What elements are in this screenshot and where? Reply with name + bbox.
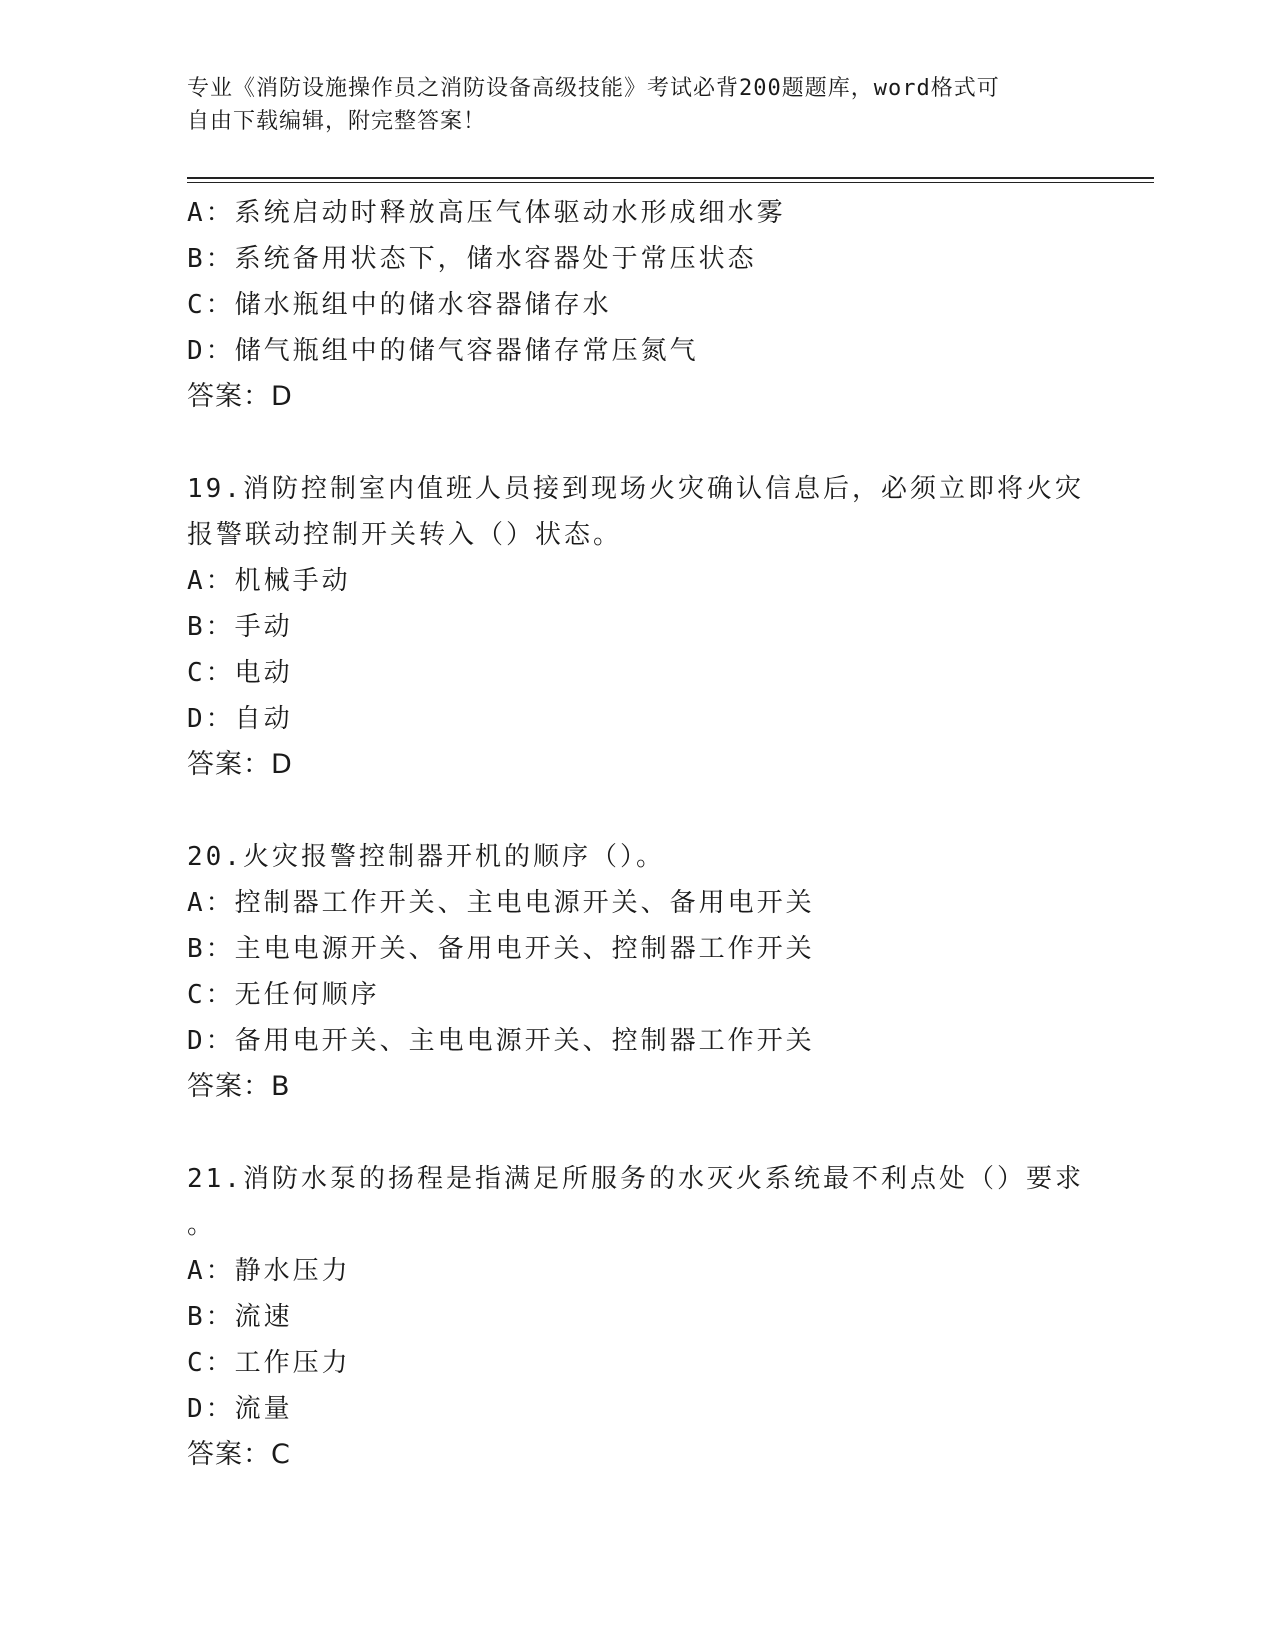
option-d: D：备用电开关、主电电源开关、控制器工作开关 [187, 1026, 815, 1056]
header-divider [187, 177, 1154, 183]
option-d: D：储气瓶组中的储气容器储存常压氮气 [187, 336, 699, 366]
option-c: C：电动 [187, 658, 293, 688]
answer: 答案：D [187, 749, 293, 780]
option-b: B：流速 [187, 1302, 293, 1332]
question-19 [187, 466, 1087, 788]
question-21 [187, 1156, 1087, 1478]
header-line-2: 自由下载编辑，附完整答案！ [187, 109, 487, 134]
option-c: C：无任何顺序 [187, 980, 380, 1010]
header-line-1: 专业《消防设施操作员之消防设备高级技能》考试必背200题题库，word格式可 [187, 76, 1000, 101]
question-20 [187, 834, 1087, 1110]
page-header [187, 72, 1067, 138]
question-text-line-2: 报警联动控制开关转入（）状态。 [187, 520, 623, 550]
spacer [187, 1110, 1087, 1156]
option-a: A：控制器工作开关、主电电源开关、备用电开关 [187, 888, 815, 918]
option-a: A：系统启动时释放高压气体驱动水形成细水雾 [187, 198, 786, 228]
option-d: D：自动 [187, 704, 293, 734]
answer: 答案：B [187, 1071, 291, 1102]
answer: 答案：C [187, 1439, 291, 1470]
option-d: D：流量 [187, 1394, 293, 1424]
answer: 答案：D [187, 381, 293, 412]
question-text-line-1: 21.消防水泵的扬程是指满足所服务的水灭火系统最不利点处（）要求 [187, 1164, 1084, 1194]
option-a: A：机械手动 [187, 566, 351, 596]
option-c: C：储水瓶组中的储水容器储存水 [187, 290, 612, 320]
option-b: B：手动 [187, 612, 293, 642]
option-c: C：工作压力 [187, 1348, 351, 1378]
question-18 [187, 190, 1087, 420]
question-text-line-1: 20.火灾报警控制器开机的顺序（）。 [187, 842, 665, 872]
spacer [187, 788, 1087, 834]
question-text-line-1: 19.消防控制室内值班人员接到现场火灾确认信息后，必须立即将火灾 [187, 474, 1084, 504]
option-a: A：静水压力 [187, 1256, 351, 1286]
option-b: B：主电电源开关、备用电开关、控制器工作开关 [187, 934, 815, 964]
question-list [187, 190, 1087, 1478]
option-b: B：系统备用状态下，储水容器处于常压状态 [187, 244, 757, 274]
question-text-line-2: 。 [187, 1210, 217, 1240]
spacer [187, 420, 1087, 466]
